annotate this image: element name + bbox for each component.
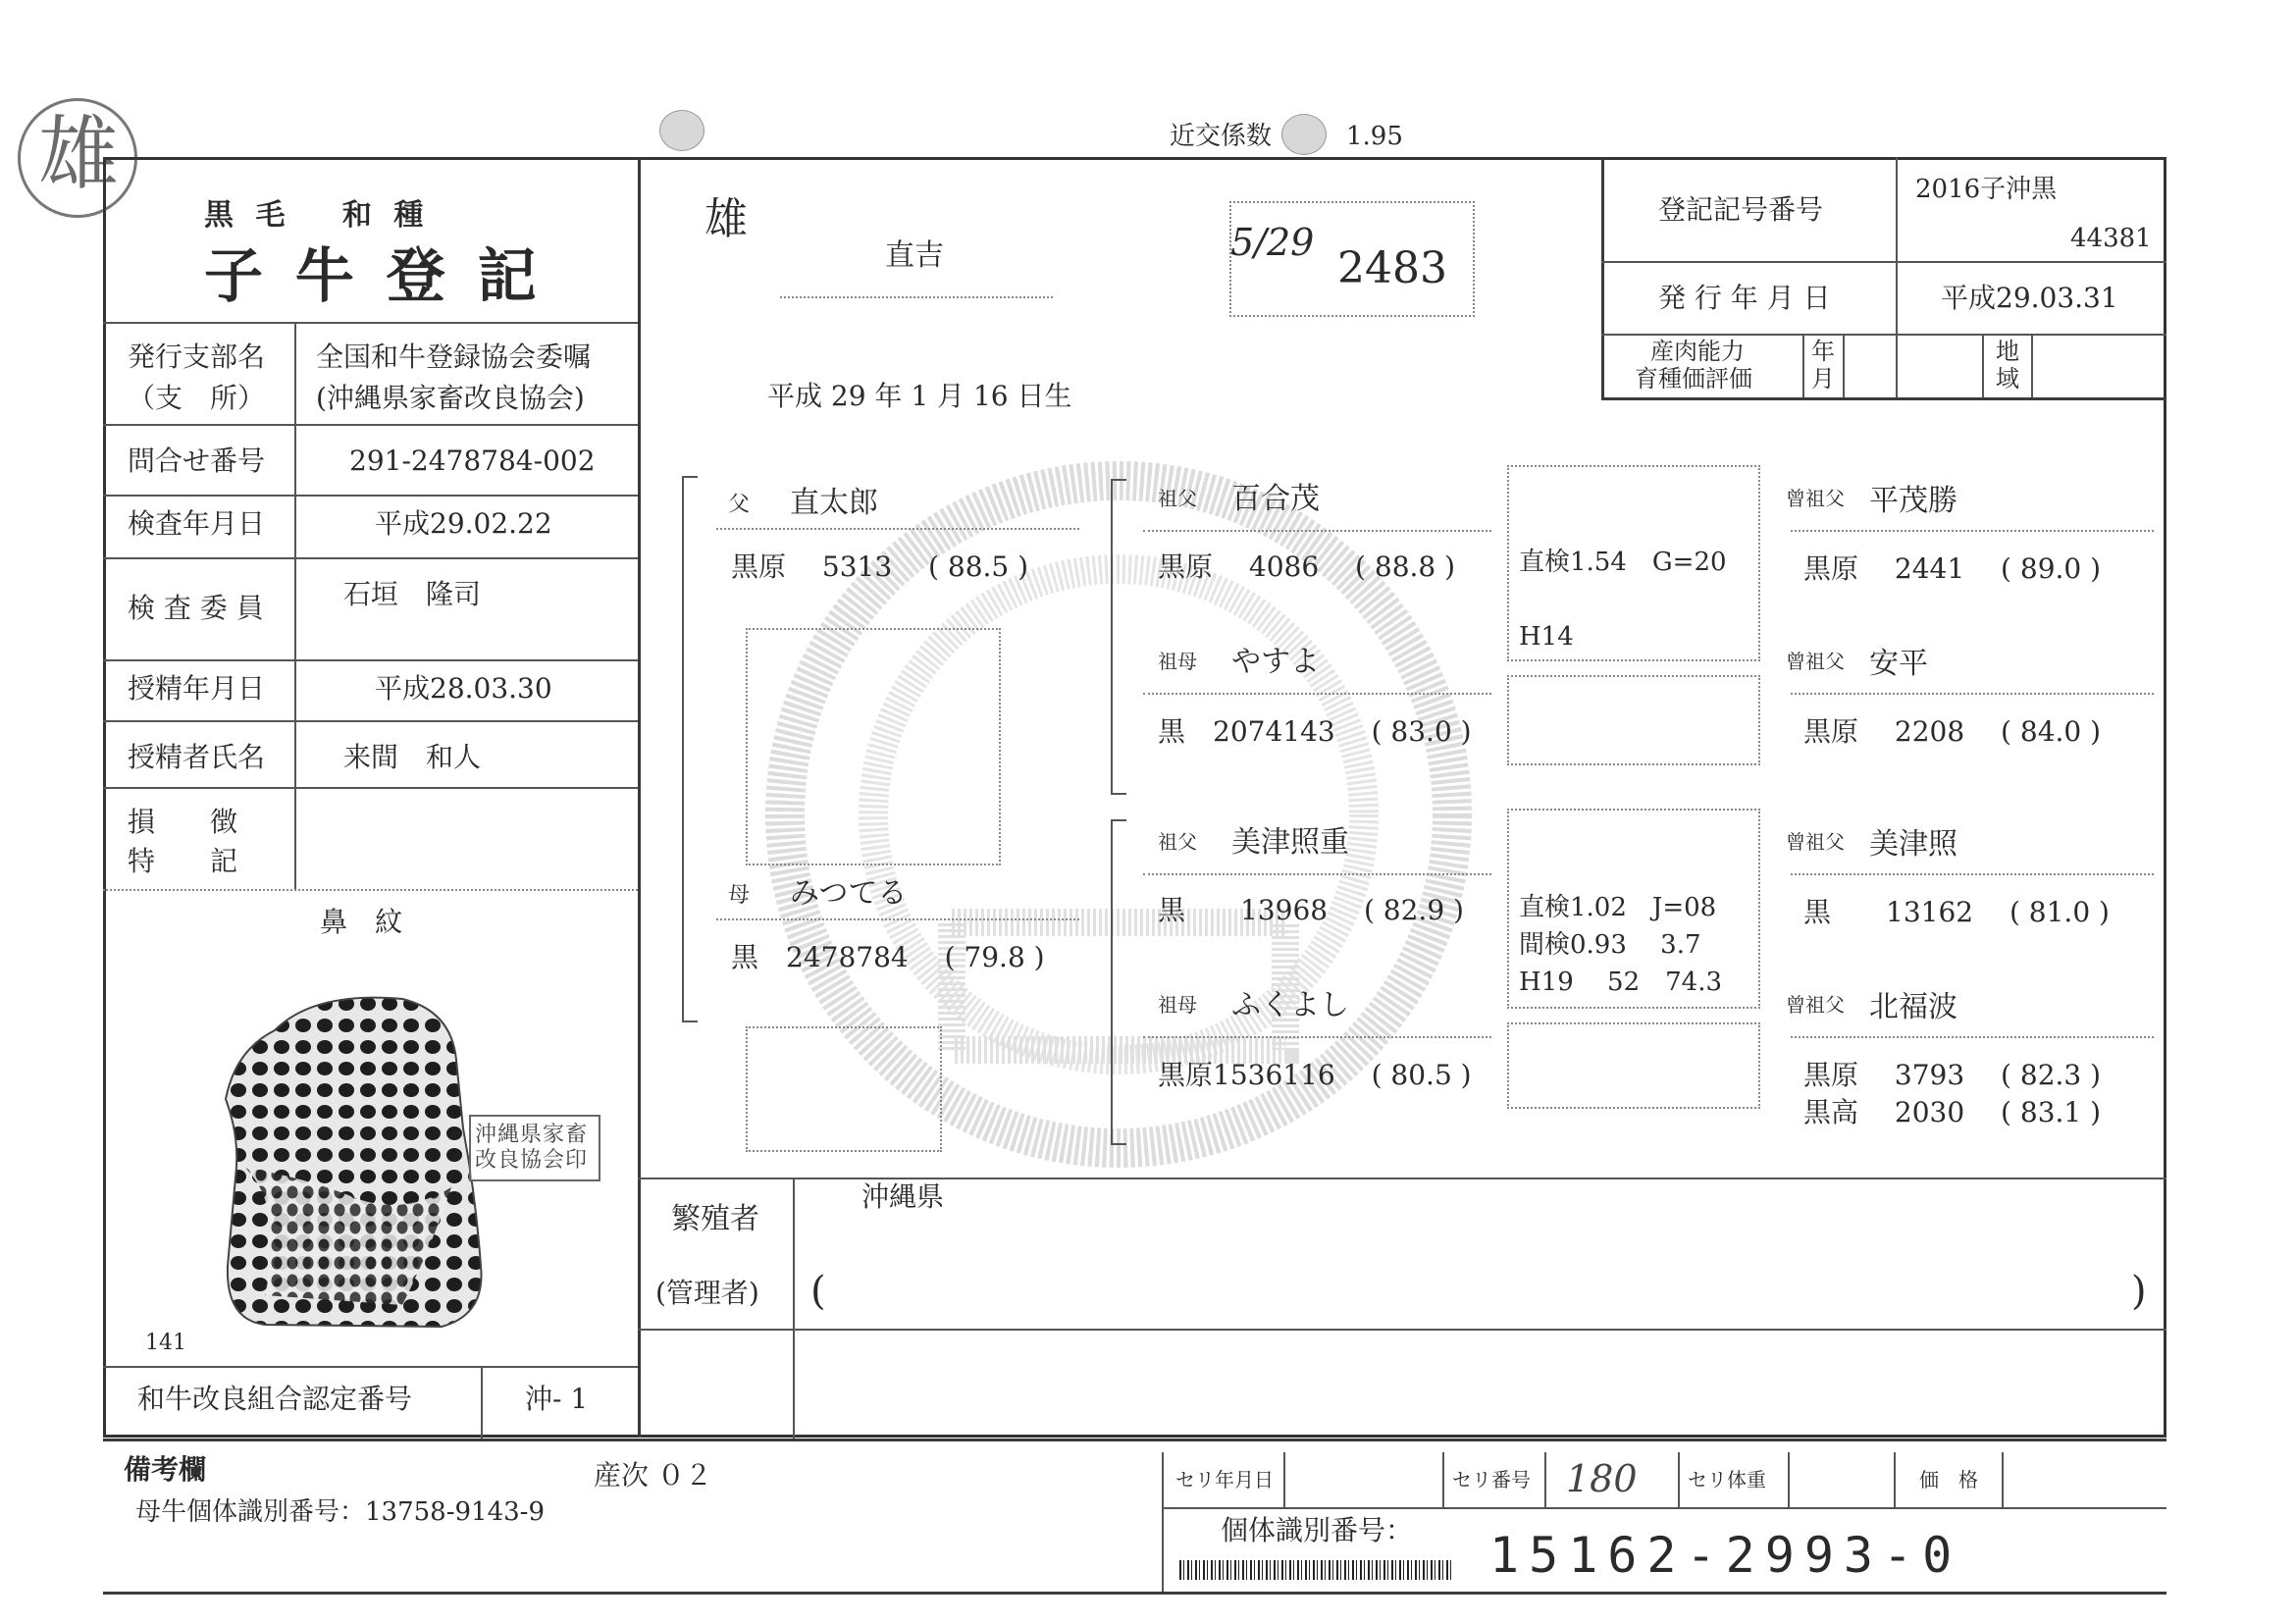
notes-label: 損 徴 (128, 806, 238, 838)
divider (1601, 157, 1604, 397)
divider (103, 322, 638, 324)
pedigree-bracket (1111, 819, 1126, 821)
branch-value-sub: (沖縄県家畜改良協会) (316, 382, 585, 414)
parity: 産次 ０２ (594, 1459, 712, 1492)
gs2-name: 美津照重 (1231, 825, 1349, 860)
divider (1678, 1452, 1680, 1507)
divider (1143, 530, 1491, 532)
inseminator-value: 来間 和人 (343, 741, 482, 773)
ggs4-reg-1: 黒原 3793 ( 82.3 ) (1803, 1059, 2102, 1091)
inspection-date-label: 検査年月日 (128, 507, 266, 540)
punch-hole (1281, 114, 1327, 155)
ggs4-name: 北福波 (1869, 990, 1957, 1024)
divider (103, 787, 638, 789)
gs2-label: 祖父 (1158, 830, 1197, 854)
divider (1143, 873, 1491, 875)
gs1-reg: 黒原 4086 ( 88.8 ) (1158, 550, 1456, 583)
dam-reg: 黒 2478784 ( 79.8 ) (731, 941, 1045, 973)
divider (294, 322, 296, 891)
divider (1982, 334, 1984, 397)
divider (103, 1592, 2166, 1595)
test2-line3: H19 52 74.3 (1519, 968, 1722, 997)
gs2-reg: 黒 13968 ( 82.9 ) (1158, 894, 1464, 926)
divider (1896, 157, 1898, 397)
test1-line2: H14 (1519, 622, 1574, 652)
ggs1-reg: 黒原 2441 ( 89.0 ) (1803, 552, 2102, 585)
pedigree-bracket (1111, 793, 1126, 795)
divider (2002, 1452, 2004, 1507)
gs1-label: 祖父 (1158, 487, 1197, 510)
eval-region-sub: 域 (1996, 365, 2019, 393)
divider (1162, 1452, 1164, 1592)
ggs2-name: 安平 (1869, 647, 1928, 681)
sire-reg: 黒原 5313 ( 88.5 ) (731, 550, 1029, 583)
divider (103, 557, 638, 559)
dam-label: 母 (728, 883, 751, 908)
birth-date: 平成 29 年 1 月 16 日生 (767, 380, 1072, 412)
calf-sex: 雄 (704, 194, 748, 244)
gd1-label: 祖母 (1158, 650, 1197, 673)
divider (1143, 693, 1491, 695)
gd2-reg: 黒原1536116 ( 80.5 ) (1158, 1059, 1472, 1091)
doc-title: 子 牛 登 記 (204, 242, 543, 311)
name-underline (780, 296, 1053, 298)
id-value: 15162-2993-0 (1489, 1527, 1962, 1584)
divider (716, 918, 1079, 920)
dam-id: 母牛個体識別番号：13758-9143-9 (135, 1497, 545, 1527)
handwritten-date: 5/29 (1230, 221, 1315, 264)
divider (1143, 1036, 1491, 1038)
breeder-label: 繁殖者 (671, 1202, 759, 1236)
breeder-paren-close: ) (2131, 1269, 2147, 1314)
divider (638, 157, 641, 1438)
cert-label: 和牛改良組合認定番号 (137, 1383, 413, 1415)
divider (1894, 1452, 1896, 1507)
ggs3-name: 美津照 (1869, 827, 1957, 862)
punch-hole (659, 110, 704, 151)
pedigree-bracket (682, 476, 698, 478)
dam-name: みつてる (790, 876, 908, 911)
divider (716, 528, 1079, 530)
auction-num-label: セリ番号 (1452, 1468, 1531, 1492)
inbreeding-label: 近交係数 (1170, 122, 1273, 151)
id-label: 個体識別番号： (1221, 1514, 1414, 1546)
nose-print-number: 141 (145, 1331, 186, 1355)
divider (103, 1366, 638, 1368)
inquiry-label: 問合せ番号 (128, 445, 266, 477)
ggs2-label: 曾祖父 (1786, 650, 1845, 673)
eval-label: 産肉能力 (1650, 338, 1745, 365)
inquiry-value: 291-2478784-002 (349, 445, 596, 477)
ggs1-label: 曾祖父 (1786, 487, 1845, 510)
pedigree-bracket (1111, 819, 1113, 1143)
divider (103, 889, 638, 891)
pedigree-bracket (1111, 479, 1113, 793)
divider (1791, 1036, 2154, 1038)
divider (1791, 693, 2154, 695)
ggs1-name: 平茂勝 (1869, 484, 1957, 518)
gs1-name: 百合茂 (1231, 482, 1320, 516)
divider (103, 1439, 2166, 1441)
divider (1791, 530, 2154, 532)
pedigree-bracket (682, 476, 684, 1021)
calf-name: 直吉 (885, 238, 944, 273)
ggs4-reg-2: 黒高 2030 ( 83.1 ) (1803, 1096, 2102, 1128)
pedigree-bracket (1111, 1143, 1126, 1145)
divider (1162, 1507, 2166, 1509)
eval-year: 年 (1811, 338, 1835, 365)
divider (103, 659, 638, 661)
test2-line1: 直検1.02 J=08 (1519, 893, 1717, 922)
divider (481, 1366, 483, 1439)
breeder-sub-label: (管理者) (655, 1277, 759, 1309)
ggs3-label: 曾祖父 (1786, 830, 1845, 854)
sire-label: 父 (728, 493, 751, 517)
gd2-label: 祖母 (1158, 993, 1197, 1017)
auction-num-value: 180 (1566, 1457, 1638, 1500)
divider (638, 1178, 2166, 1179)
reg-label: 登記記号番号 (1658, 193, 1824, 226)
divider (1802, 334, 1804, 397)
divider (2031, 334, 2033, 397)
notes-label-sub: 特 記 (128, 845, 238, 877)
gd2-name: ふくよし (1231, 988, 1349, 1022)
reg-value-2: 44381 (2070, 224, 2152, 253)
pedigree-bracket (682, 1021, 698, 1022)
auction-price-label: 価 格 (1919, 1468, 1978, 1492)
divider (1544, 1452, 1546, 1507)
insemination-date-value: 平成28.03.30 (375, 672, 552, 705)
association-seal (469, 1115, 600, 1181)
eval-month: 月 (1811, 365, 1835, 393)
photo-box (746, 628, 1001, 865)
branch-label-sub: （支 所） (128, 382, 266, 414)
eval-region: 地 (1996, 338, 2019, 365)
pedigree-bracket (1111, 479, 1126, 481)
nose-print-label: 鼻 紋 (320, 906, 403, 938)
gd1-reg: 黒 2074143 ( 83.0 ) (1158, 715, 1472, 748)
divider (1601, 397, 2166, 400)
divider (1283, 1452, 1285, 1507)
inbreeding-value: 1.95 (1346, 122, 1403, 151)
issue-label: 発 行 年 月 日 (1658, 282, 1831, 314)
branch-label: 発行支部名 (128, 340, 266, 373)
branch-value: 全国和牛登録協会委嘱 (316, 340, 592, 373)
reg-value-1: 2016子沖黒 (1915, 175, 2058, 204)
auction-date-label: セリ年月日 (1175, 1468, 1274, 1492)
breed-title: 黒 毛 和 種 (204, 198, 430, 233)
issue-value: 平成29.03.31 (1941, 282, 2118, 314)
sale-number: 2483 (1337, 243, 1447, 293)
sire-name: 直太郎 (790, 486, 878, 520)
breeder-prefecture: 沖縄県 (861, 1180, 945, 1213)
auction-weight-label: セリ体重 (1688, 1468, 1766, 1492)
inspector-value: 石垣 隆司 (343, 578, 482, 610)
divider (1601, 334, 2166, 336)
inspector-label: 検 査 委 員 (128, 592, 264, 624)
divider (103, 424, 638, 426)
test-box (1507, 1022, 1760, 1109)
divider (1791, 873, 2154, 875)
ggs2-reg: 黒原 2208 ( 84.0 ) (1803, 715, 2102, 748)
seal-text: 沖縄県家畜改良協会印 (475, 1123, 589, 1173)
remarks-label: 備考欄 (124, 1453, 207, 1486)
barcode (1179, 1560, 1452, 1580)
sex-stamp-text: 雄 (38, 108, 120, 201)
cert-value: 沖- 1 (525, 1383, 589, 1415)
divider (638, 1329, 2166, 1331)
breeder-paren-open: ( (810, 1269, 826, 1314)
divider (1788, 1452, 1790, 1507)
test1-line1: 直検1.54 G=20 (1519, 548, 1727, 577)
divider (1442, 1452, 1444, 1507)
ggs3-reg: 黒 13162 ( 81.0 ) (1803, 896, 2110, 928)
test2-line2: 間検0.93 3.7 (1519, 930, 1701, 960)
ggs4-label: 曾祖父 (1786, 993, 1845, 1017)
divider (103, 495, 638, 497)
inspection-date-value: 平成29.02.22 (375, 507, 552, 540)
gd1-name: やすよ (1231, 645, 1320, 679)
divider (1601, 261, 2166, 263)
eval-label-sub: 育種価評価 (1635, 365, 1752, 393)
inseminator-label: 授精者氏名 (128, 741, 266, 773)
photo-box (746, 1026, 942, 1152)
test-box (1507, 675, 1760, 765)
insemination-date-label: 授精年月日 (128, 672, 266, 705)
divider (793, 1178, 795, 1439)
divider (1843, 334, 1845, 397)
divider (103, 720, 638, 722)
